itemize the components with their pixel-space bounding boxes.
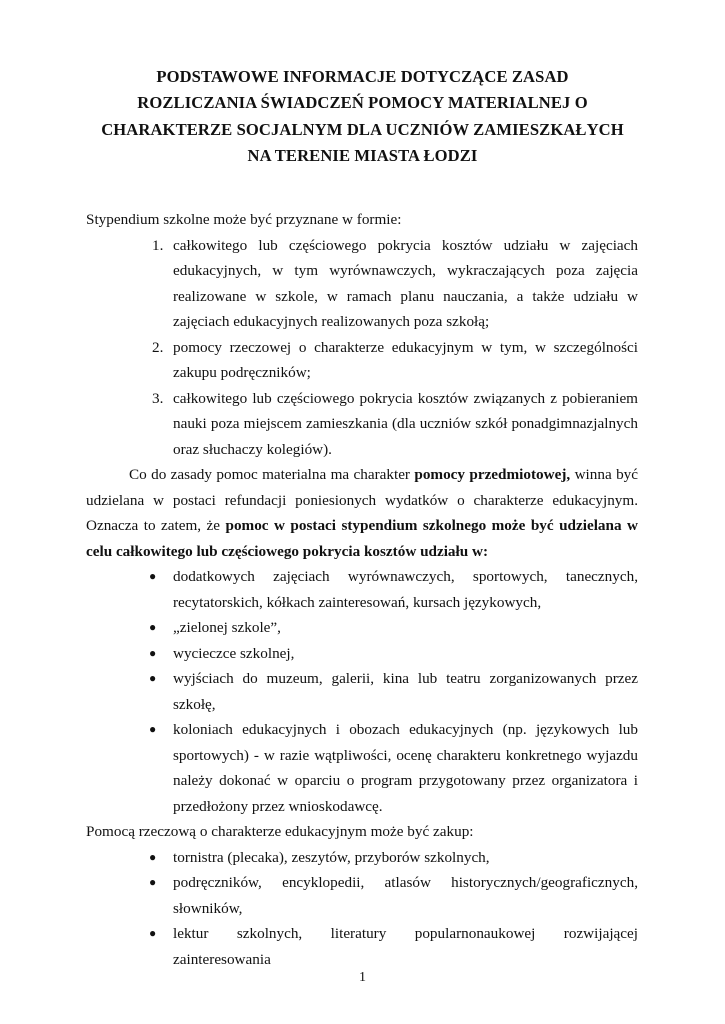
title-line: NA TERENIE MIASTA ŁODZI [247, 145, 478, 165]
list-item [86, 641, 638, 667]
intro-paragraph: Stypendium szkolne może być przyznane w formie: [86, 211, 402, 228]
forms-list [86, 233, 638, 463]
bullet-icon: ● [149, 875, 157, 889]
list-item-text: całkowitego lub częściowego pokrycia kosztów udziału w zajęciach edukacyjnych, w tym wyrównawczych, wykraczających poza zajęcia realizowane w szkole, w ramach planu nauczania, a także udziału w zajęciach edukacyjnych realizowanych poza szkołą; [173, 236, 638, 330]
list-item [86, 870, 638, 921]
list-item-text: pomocy rzeczowej o charakterze edukacyjnym w tym, w szczególności zakupu podręczników; [173, 338, 638, 381]
list-item-text: „zielonej szkole”, [173, 619, 281, 636]
page-number: 1 [359, 970, 366, 985]
bullet-icon: ● [149, 722, 157, 736]
list-item [86, 666, 638, 717]
list-item-text: wyjściach do muzeum, galerii, kina lub teatru zorganizowanych przez szkołę, [173, 670, 638, 713]
list-number: 2. [152, 338, 164, 356]
bullet-icon: ● [149, 926, 157, 940]
list-item-text: koloniach edukacyjnych i obozach edukacyjnych (np. językowych lub sportowych) - w razie wątpliwości, ocenę charakteru konkretnego wyjazdu należy dokonać w oparciu o program przygotowany przez organizatora i przedłożony przez wnioskodawcę. [173, 721, 638, 815]
list-item-text: tornistra (plecaka), zeszytów, przyborów szkolnych, [173, 848, 490, 866]
list-number: 3. [152, 389, 164, 407]
document-body [86, 207, 638, 972]
list-item [86, 386, 638, 463]
assistance-paragraph [86, 462, 638, 564]
activities-list [86, 564, 638, 819]
bullet-icon: ● [149, 849, 157, 864]
list-item-text: dodatkowych zajęciach wyrównawczych, sportowych, tanecznych, recytatorskich, kółkach zainteresowań, kursach językowych, [173, 568, 638, 611]
list-item-text: podręczników, encyklopedii, atlasów historycznych/geograficznych, słowników, [173, 874, 638, 917]
list-item [86, 615, 638, 641]
title-line: ROZLICZANIA ŚWIADCZEŃ POMOCY MATERIALNEJ O [137, 93, 588, 113]
list-item [86, 845, 638, 871]
paragraph-text: winna być udzielana w postaci refundacji poniesionych wydatków o charakterze edukacyjnym. Oznacza to zatem, że [86, 466, 638, 534]
emphasis-text: pomocy przedmiotowej, [414, 466, 571, 483]
list-number: 1. [152, 236, 164, 254]
list-item-text: wycieczce szkolnej, [173, 644, 295, 662]
purchase-intro: Pomocą rzeczową o charakterze edukacyjnym może być zakup: [86, 823, 474, 840]
list-item [86, 717, 638, 819]
title-line: CHARAKTERZE SOCJALNYM DLA UCZNIÓW ZAMIESZKAŁYCH [101, 119, 624, 139]
list-item-text: lektur szkolnych, literatury popularnonaukowej rozwijającej zainteresowania [173, 925, 638, 968]
list-item [86, 335, 638, 386]
list-item [86, 233, 638, 335]
bullet-icon: ● [149, 620, 157, 634]
purchases-list [86, 845, 638, 973]
bullet-icon: ● [149, 569, 157, 583]
bullet-icon: ● [149, 671, 157, 685]
title-line: PODSTAWOWE INFORMACJE DOTYCZĄCE ZASAD [156, 67, 569, 86]
paragraph-text: Co do zasady pomoc materialna ma charakter [129, 466, 415, 483]
emphasis-text: pomoc w postaci stypendium szkolnego może być udzielana w celu całkowitego lub częściowego pokrycia kosztów udziału w: [86, 517, 638, 560]
document-title [80, 64, 645, 169]
bullet-icon: ● [149, 645, 157, 660]
list-item [86, 564, 638, 615]
list-item-text: całkowitego lub częściowego pokrycia kosztów związanych z pobieraniem nauki poza miejscem zamieszkania (dla uczniów szkół ponadgimnazjalnych oraz słuchaczy kolegiów). [173, 389, 638, 458]
